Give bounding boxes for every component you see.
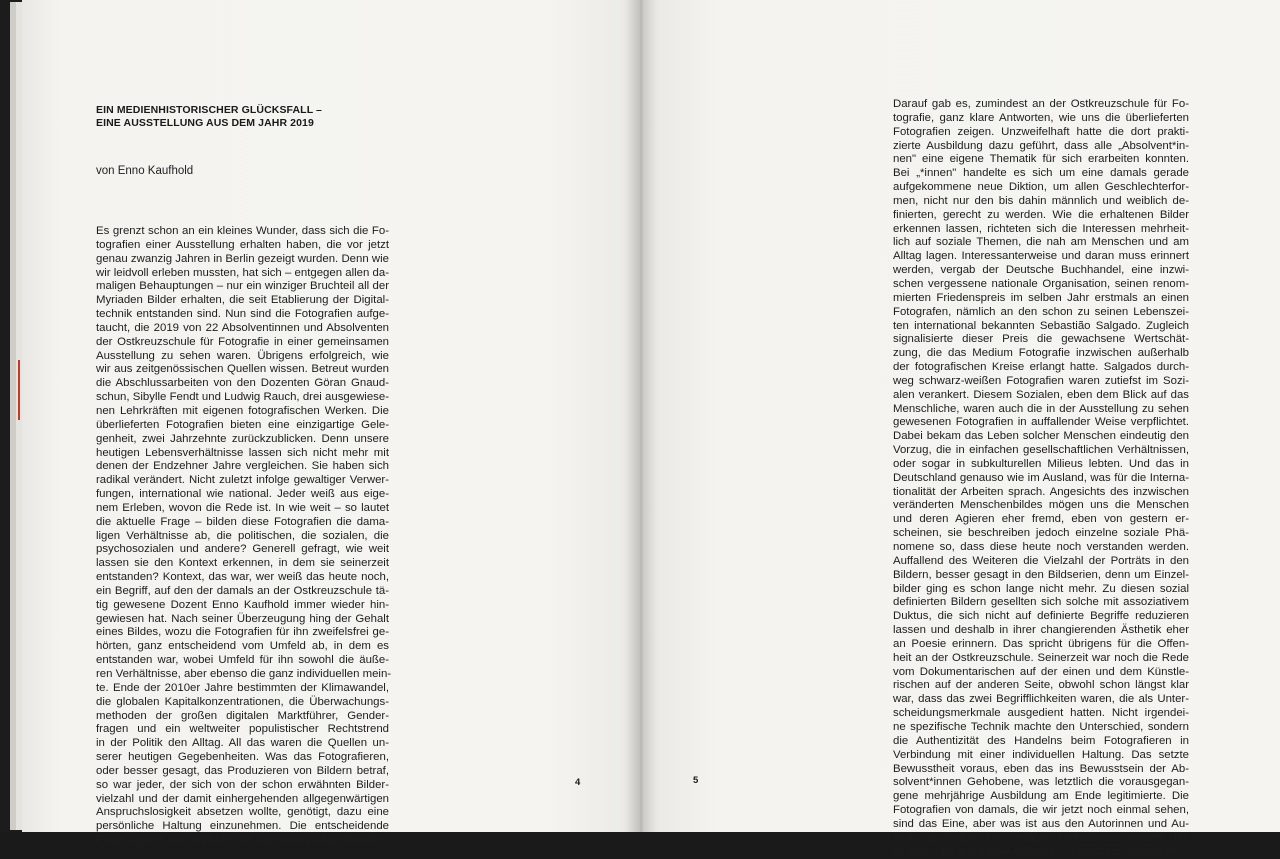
- text-line: te. Ende der 2010er Jahre bestimmten der Klimawandel,: [96, 681, 389, 694]
- text-line: schun, Sibylle Fendt und Ludwig Rauch, drei ausgewiese-: [96, 391, 389, 404]
- text-line: ren Verhältnisse, aber ebenso die ganz individuellen mein-: [96, 668, 392, 680]
- text-line: veränderten Menschenbildes mögen uns die Menschen: [893, 499, 1189, 512]
- text-line: zierte Ausbildung dazu geführt, dass alle „Absolvent*in-: [893, 139, 1189, 152]
- text-line: scheinen, sie beschreiben jedoch einzelne soziale Phä-: [893, 527, 1189, 540]
- text-line: die Authentizität des Handelns beim Fotografieren in: [893, 734, 1189, 747]
- text-line: wir aus zeitgenössischen Quellen wissen. Betreut wurden: [96, 363, 389, 376]
- text-line: so war jeder, der sich von der schon erwähnten Bilder-: [96, 778, 389, 791]
- text-line: maligen Behauptungen – nur ein winziger Bruchteil all der: [96, 280, 389, 293]
- text-line: entstanden war, wobei Umfeld für ihn sowohl die äuße-: [96, 654, 389, 667]
- text-line: Myriaden Bilder erhalten, die seit Etablierung der Digital-: [96, 294, 389, 307]
- text-line: alen verankert. Diesem Sozialen, eben dem Blick auf das: [893, 388, 1189, 401]
- text-line: sind das Eine, aber was ist aus den Autorinnen und Au-: [893, 817, 1189, 830]
- text-line: radikal verändert. Nicht zuletzt infolge gewaltiger Verwer-: [96, 474, 389, 487]
- text-line: Darauf gab es, zumindest an der Ostkreuzschule für Fo-: [893, 98, 1189, 110]
- text-line: die aktuelle Frage – bilden diese Fotografien die dama-: [96, 515, 389, 528]
- text-line: tig gewesene Dozent Enno Kaufhold immer wieder hin-: [96, 598, 389, 611]
- text-line: die Abschlussarbeiten von den Dozenten Göran Gnaud-: [96, 377, 389, 390]
- text-line: eines Bildes, wozu die Fotografien für ihn zweifelsfrei ge-: [96, 626, 389, 639]
- text-line: gene mehrjährige Ausbildung am Ende legitimierte. Die: [893, 790, 1189, 803]
- text-line: denen der Endzehner Jahre vergleichen. Sie haben sich: [96, 460, 389, 473]
- text-line: serer heutigen Gegebenheiten. Was das Fotografieren,: [96, 751, 389, 764]
- text-line: Bewusstheit voraus, eben das ins Bewusstsein der Ab-: [893, 762, 1189, 775]
- text-line: lassen und deshalb in ihrer changierenden Ästhetik eher: [893, 624, 1189, 637]
- closing-text: ist aber eine zukünftige Aufgabe. –: [893, 845, 1071, 858]
- text-line: heit an der Ostkreuzschule. Seinerzeit war noch die Rede: [893, 651, 1189, 664]
- text-line: rischen auf der anderen Seite, obwohl schon längst klar: [893, 679, 1189, 692]
- text-line: erkennen lassen, richteten sich die Interessen mehrheit-: [893, 222, 1189, 235]
- text-line: Anspruchslosigkeit absetzen wollte, genötigt, dazu eine: [96, 806, 389, 819]
- text-line: nen" eine eigene Thematik für sich erarbeiten konnten.: [893, 153, 1189, 166]
- text-line: Fotografien zeigen. Unzweifelhaft hatte die dort prakti-: [893, 125, 1189, 138]
- text-line: Fotografien von damals, die wir jetzt noch einmal sehen,: [893, 804, 1189, 817]
- text-line: Dabei bekam das Leben solcher Menschen eindeutig den: [893, 430, 1189, 443]
- text-line: mierten Friedenspreis im selben Jahr erstmals an einen: [893, 291, 1189, 304]
- text-line: Ausstellung zu sehen waren. Übrigens erfolgreich, wie: [96, 349, 389, 362]
- text-line: an Poesie erinnern. Das spricht übrigens für die Offen-: [893, 637, 1189, 650]
- text-line: technik entstanden sind. Nun sind die Fotografien aufge-: [96, 308, 389, 321]
- text-line: und deren Agieren eher fremd, eben von gestern er-: [893, 513, 1189, 526]
- text-line: Bildern, besser gesagt in den Bildserien, denn um Einzel-: [893, 568, 1189, 581]
- text-line-final: [893, 846, 1189, 859]
- article-title-line: EIN MEDIENHISTORISCHER GLÜCKSFALL –: [96, 104, 322, 116]
- text-line: scheidungsmerkmale ausgedient hatten. Nicht irgendei-: [893, 707, 1189, 720]
- text-line: Es grenzt schon an ein kleines Wunder, dass sich die Fo-: [96, 225, 389, 237]
- text-line: ligen Verhältnisse ab, die politischen, die sozialen, die: [96, 529, 389, 542]
- text-line: oder sogar in subkulturellen Milieus lebten. Und das in: [893, 457, 1189, 470]
- text-line: bilder ging es schon lange nicht mehr. Zu diesen sozial: [893, 582, 1189, 595]
- text-line: Menschliche, waren auch die in der Ausstellung zu sehen: [893, 402, 1189, 415]
- text-line: die globalen Kapitalkonzentrationen, die Überwachungs-: [96, 695, 389, 708]
- text-line: nen Lehrkräften mit eigenen fotografischen Werken. Die: [96, 404, 389, 417]
- text-line: taucht, die 2019 von 22 Absolventinnen und Absolventen: [96, 321, 389, 334]
- text-line: fungen, international wie national. Jeder weiß aus eige-: [96, 488, 389, 501]
- right-body-text: [893, 98, 1189, 859]
- text-line: nem Erleben, wovon die Rede ist. In wie weit – so lautet: [96, 501, 389, 514]
- text-line: zung, die das Medium Fotografie inzwischen außerhalb: [893, 347, 1189, 360]
- text-line: Verbindung mit einer individuellen Haltung. Das setzte: [893, 748, 1189, 761]
- text-line: Frage lautete, was kann ich als Individuum dagegenhalten?: [96, 834, 397, 847]
- text-line: gewesenen Fotografien in auffallender Weise verpflichtet.: [893, 416, 1189, 429]
- text-line: aufgekommene neue Diktion, um allen Geschlechterfor-: [893, 181, 1189, 194]
- page-number-left: 4: [575, 777, 581, 788]
- text-line: persönliche Haltung einzunehmen. Die entscheidende: [96, 820, 389, 833]
- text-line: vielzahl und der damit einhergehenden allgegenwärtigen: [96, 792, 389, 805]
- text-line: toren geworden? Dazu müsste recherchiert werden, das: [893, 831, 1189, 844]
- text-line: weg schwarz-weißen Fotografien waren zutiefst im Sozi-: [893, 374, 1189, 387]
- text-line: Alltag lagen. Interessanterweise und daran muss erinnert: [893, 250, 1189, 263]
- text-line: der Ostkreuzschule für Fotografie in einer gemeinsamen: [96, 335, 389, 348]
- text-line: ein Begriff, auf den der damals an der Ostkreuzschule tä-: [96, 584, 389, 597]
- byline: von Enno Kaufhold: [96, 165, 194, 177]
- left-body-text: [96, 225, 397, 848]
- text-line: methoden der großen digitalen Marktführer, Gender-: [96, 709, 389, 722]
- text-line: ten international bekannten Sebastião Salgado. Zugleich: [893, 319, 1189, 332]
- text-line: Bei „*innen" handelte es sich um eine damals gerade: [893, 167, 1189, 180]
- text-line: oder besser gesagt, das Produzieren von Bildern betraf,: [96, 764, 389, 777]
- text-line: entstanden? Kontext, das war, wer weiß das heute noch,: [96, 571, 389, 584]
- text-line: schen vergessene nationale Organisation, seinen renom-: [893, 277, 1189, 290]
- text-line: finierten, gerecht zu werden. Wie die erhaltenen Bilder: [893, 208, 1189, 221]
- gutter-shadow: [626, 0, 656, 832]
- article-title: [96, 104, 396, 130]
- text-line: lich auf soziale Themen, die nah am Menschen und am: [893, 236, 1189, 249]
- author-signature: Lea-Anton Schreiber: [1070, 845, 1176, 858]
- text-line: wir leidvoll erleben mussten, hat sich – entgegen allen da-: [96, 266, 389, 279]
- text-line: signalisierte dieser Preis die gewachsene Wertschät-: [893, 333, 1189, 346]
- text-line: Auffallend des Weiteren die Vielzahl der Porträts in den: [893, 554, 1189, 567]
- page-number-right: 5: [693, 775, 699, 786]
- text-line: überlieferten Fotografien bieten eine einzigartige Gele-: [96, 418, 389, 431]
- text-line: nomene so, dass diese heute noch verstanden werden.: [893, 541, 1189, 553]
- text-line: genheit, zwei Jahrzehnte zurückzublicken. Denn unsere: [96, 432, 389, 445]
- text-line: Fotografen, nämlich an den schon zu seinen Lebenszei-: [893, 305, 1189, 318]
- text-line: Duktus, die sich nicht auf definierte Begriffe reduzieren: [893, 610, 1189, 623]
- text-line: genau zwanzig Jahren in Berlin gezeigt wurden. Denn wie: [96, 252, 389, 265]
- text-line: solvent*innen Gehobene, was letztlich die vorausgegan-: [893, 776, 1189, 789]
- text-line: der fotografischen Kreise erlangt hatte. Salgados durch-: [893, 361, 1189, 374]
- text-line: lassen sie den Kontext erkennen, in dem sie seinerzeit: [96, 557, 389, 570]
- text-line: Deutschland genauso wie im Ausland, was für die Interna-: [893, 471, 1189, 484]
- article-title-line: EINE AUSSTELLUNG AUS DEM JAHR 2019: [96, 117, 314, 129]
- text-line: in der Politik den Alltag. All das waren die Quellen un-: [96, 737, 389, 750]
- text-line: tografien einer Ausstellung erhalten haben, die vor jetzt: [96, 238, 389, 251]
- text-line: tografie, ganz klare Antworten, wie uns die überlieferten: [893, 111, 1189, 124]
- text-line: psychosozialen und andere? Generell gefragt, wie weit: [96, 543, 389, 556]
- text-line: Vorzug, die in einfachen gesellschaftlichen Verhältnissen,: [893, 444, 1189, 457]
- text-line: fragen und ein weltweiter populistischer Rechtstrend: [96, 723, 389, 736]
- text-line: men, nicht nur den bis dahin männlich und weiblich de-: [893, 194, 1189, 207]
- text-line: werden, vergab der Deutsche Buchhandel, eine inzwi-: [893, 264, 1189, 277]
- text-line: gewiesen hat. Nach seiner Überzeugung hing der Gehalt: [96, 612, 389, 625]
- bookmark-ribbon: [18, 360, 20, 420]
- text-line: tionalität der Arbeiten sprach. Angesichts des inzwischen: [893, 485, 1189, 498]
- text-line: definierten Bildern gesellten sich solche mit assoziativem: [893, 596, 1189, 609]
- text-line: vom Dokumentarischen auf der einen und dem Künstle-: [893, 665, 1189, 678]
- text-line: ne spezifische Technik machte den Unterschied, sondern: [893, 720, 1189, 733]
- text-line: hörten, ganz entscheidend vom Umfeld ab, in dem es: [96, 640, 389, 653]
- text-line: war, dass das zwei Begrifflichkeiten waren, die als Unter-: [893, 693, 1189, 706]
- text-line: heutigen Lebensverhältnisse lassen sich nicht mehr mit: [96, 446, 389, 459]
